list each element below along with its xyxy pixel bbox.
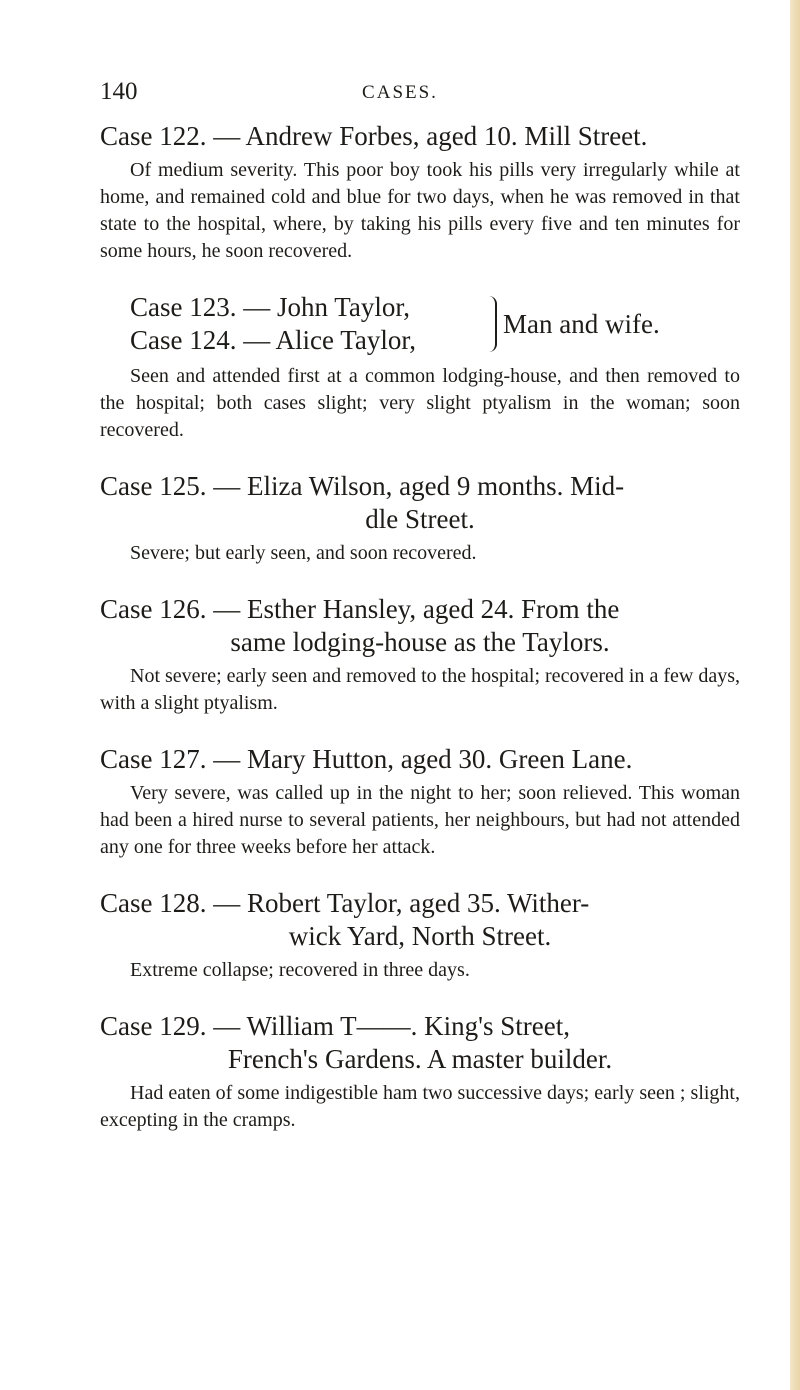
case-heading: Case 126. — Esther Hansley, aged 24. From the same lodging-house as the Taylors. [100,594,620,657]
case-description: Had eaten of some indigestible ham two successive days; early seen ; slight, excepting in the cramps. [100,1082,740,1131]
case-122 [100,120,740,265]
case-description: Extreme collapse; recovered in three days. [130,959,470,981]
page-edge [790,0,800,1390]
case-129 [100,1010,740,1134]
case-heading: Case 122. — Andrew Forbes, aged 10. Mill Street. [100,121,648,151]
case-description: Seen and attended first at a common lodging-house, and then removed to the hospital; both cases slight; very slight ptyalism in the woman; soon recovered. [100,365,740,441]
case-127 [100,743,740,861]
brace-note: Man and wife. [503,309,660,339]
case-123-124-heading [100,291,740,361]
page-number: 140 [100,78,138,105]
case-description: Very severe, was called up in the night to her; soon relieved. This woman had been a hired nurse to several patients, her neighbours, but had not attended any one for three weeks before her attack. [100,782,740,858]
case-heading: Case 123. — John Taylor, [130,292,411,322]
case-description: Severe; but early seen, and soon recovered. [130,542,477,564]
case-heading: Case 124. — Alice Taylor, [130,325,416,355]
brace [485,296,497,352]
case-heading: Case 127. — Mary Hutton, aged 30. Green Lane. [100,744,633,774]
case-128 [100,887,740,984]
case-heading: Case 128. — Robert Taylor, aged 35. Wither- wick Yard, North Street. [100,888,590,951]
case-description: Of medium severity. This poor boy took his pills very irregularly while at home, and remained cold and blue for two days, when he was removed in that state to the hospital, where, by taking his pills every five and ten minutes for some hours, he soon recovered. [100,159,740,262]
page-header [100,78,700,108]
case-heading: Case 129. — William T——. King's Street, French's Gardens. A master builder. [100,1011,613,1074]
case-125 [100,470,740,567]
case-description: Not severe; early seen and removed to the hospital; recovered in a few days, with a slight ptyalism. [100,665,740,714]
running-head: CASES. [362,82,438,103]
case-heading: Case 125. — Eliza Wilson, aged 9 months. Mid- dle Street. [100,471,625,534]
case-126 [100,593,740,717]
page-body [100,120,740,1134]
